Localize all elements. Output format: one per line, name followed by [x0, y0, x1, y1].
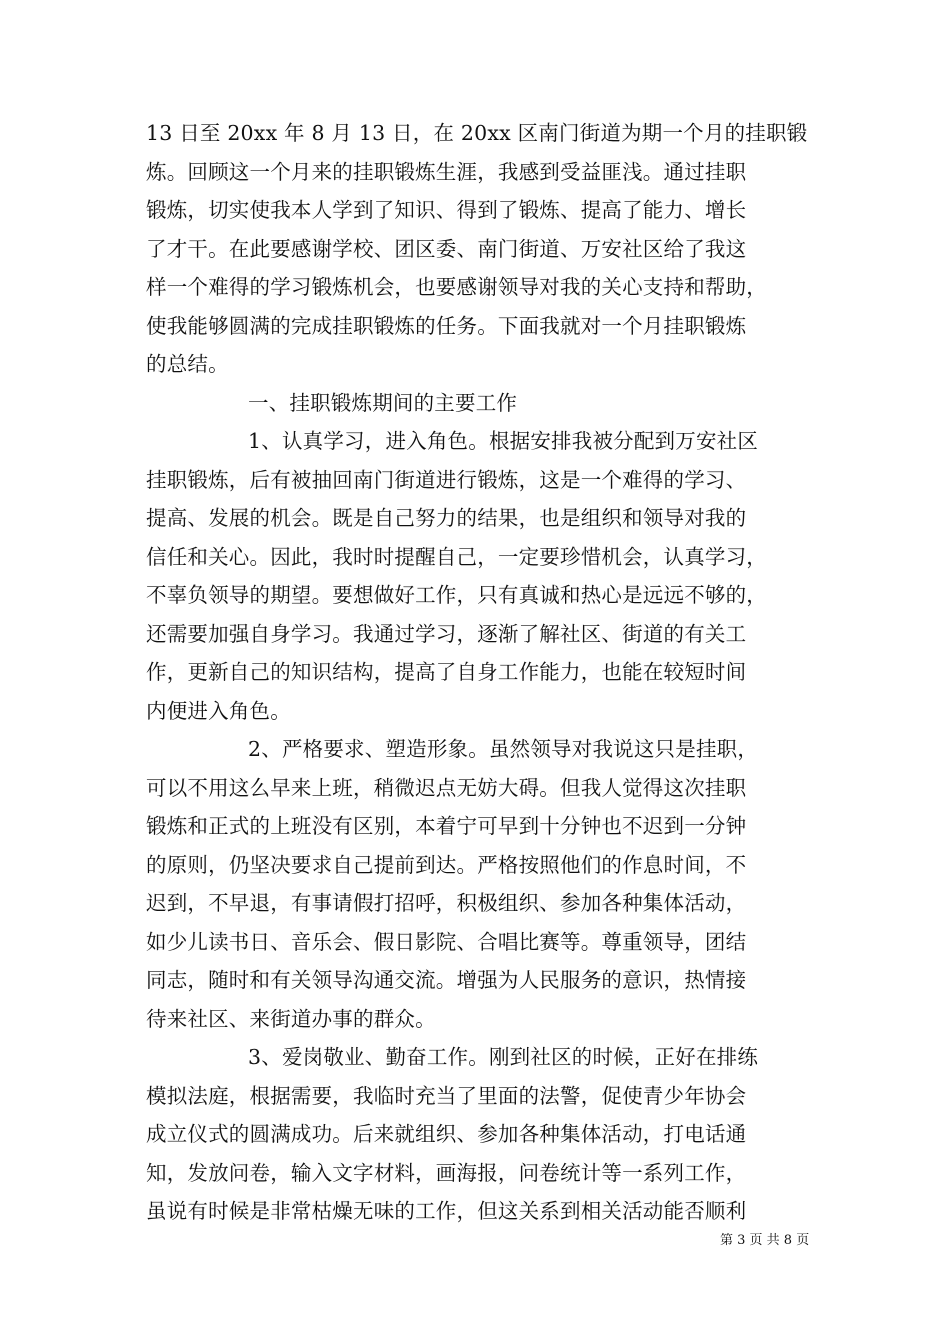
- body-text-line: 样一个难得的学习锻炼机会，也要感谢领导对我的关心支持和帮助，: [146, 275, 767, 299]
- body-text-line: 使我能够圆满的完成挂职锻炼的任务。下面我就对一个月挂职锻炼: [146, 314, 747, 338]
- section-heading: 一、挂职锻炼期间的主要工作: [248, 391, 518, 415]
- body-text-line: 炼。回顾这一个月来的挂职锻炼生涯，我感到受益匪浅。通过挂职: [146, 160, 747, 184]
- paragraph-first-line: 2、严格要求、塑造形象。虽然领导对我说这只是挂职，: [248, 737, 759, 761]
- page-number-footer: 第 3 页 共 8 页: [720, 1233, 810, 1248]
- body-text-line: 了才干。在此要感谢学校、团区委、南门街道、万安社区给了我这: [146, 237, 747, 261]
- body-text-line: 不辜负领导的期望。要想做好工作，只有真诚和热心是远远不够的，: [146, 583, 767, 607]
- body-text-line: 迟到，不早退，有事请假打招呼，积极组织、参加各种集体活动，: [146, 891, 747, 915]
- body-text-line: 同志，随时和有关领导沟通交流。增强为人民服务的意识，热情接: [146, 968, 747, 992]
- body-text-line: 内便进入角色。: [146, 699, 291, 723]
- body-text-line: 如少儿读书日、音乐会、假日影院、合唱比赛等。尊重领导，团结: [146, 930, 747, 954]
- paragraph-first-line: 1、认真学习，进入角色。根据安排我被分配到万安社区: [248, 429, 759, 453]
- body-text-line: 13 日至 20xx 年 8 月 13 日，在 20xx 区南门街道为期一个月的挂职锻: [146, 121, 808, 145]
- body-text-line: 可以不用这么早来上班，稍微迟点无妨大碍。但我人觉得这次挂职: [146, 776, 747, 800]
- body-text-line: 作，更新自己的知识结构，提高了自身工作能力，也能在较短时间: [146, 660, 747, 684]
- body-text-line: 成立仪式的圆满成功。后来就组织、参加各种集体活动，打电话通: [146, 1122, 747, 1146]
- body-text-line: 提高、发展的机会。既是自己努力的结果，也是组织和领导对我的: [146, 506, 747, 530]
- body-text-line: 锻炼和正式的上班没有区别，本着宁可早到十分钟也不迟到一分钟: [146, 814, 747, 838]
- body-text-line: 的原则，仍坚决要求自己提前到达。严格按照他们的作息时间，不: [146, 853, 747, 877]
- paragraph-first-line: 3、爱岗敬业、勤奋工作。刚到社区的时候，正好在排练: [248, 1045, 759, 1069]
- body-text-line: 锻炼，切实使我本人学到了知识、得到了锻炼、提高了能力、增长: [146, 198, 747, 222]
- body-text-line: 的总结。: [146, 352, 229, 376]
- body-text-line: 信任和关心。因此，我时时提醒自己，一定要珍惜机会，认真学习，: [146, 545, 767, 569]
- body-text-line: 模拟法庭，根据需要，我临时充当了里面的法警，促使青少年协会: [146, 1084, 747, 1108]
- body-text-line: 挂职锻炼，后有被抽回南门街道进行锻炼，这是一个难得的学习、: [146, 468, 747, 492]
- body-text-line: 待来社区、来街道办事的群众。: [146, 1007, 436, 1031]
- body-text-line: 还需要加强自身学习。我通过学习，逐渐了解社区、街道的有关工: [146, 622, 747, 646]
- body-text-line: 虽说有时候是非常枯燥无味的工作，但这关系到相关活动能否顺利: [146, 1199, 747, 1223]
- body-text-line: 知，发放问卷，输入文字材料，画海报，问卷统计等一系列工作，: [146, 1161, 747, 1185]
